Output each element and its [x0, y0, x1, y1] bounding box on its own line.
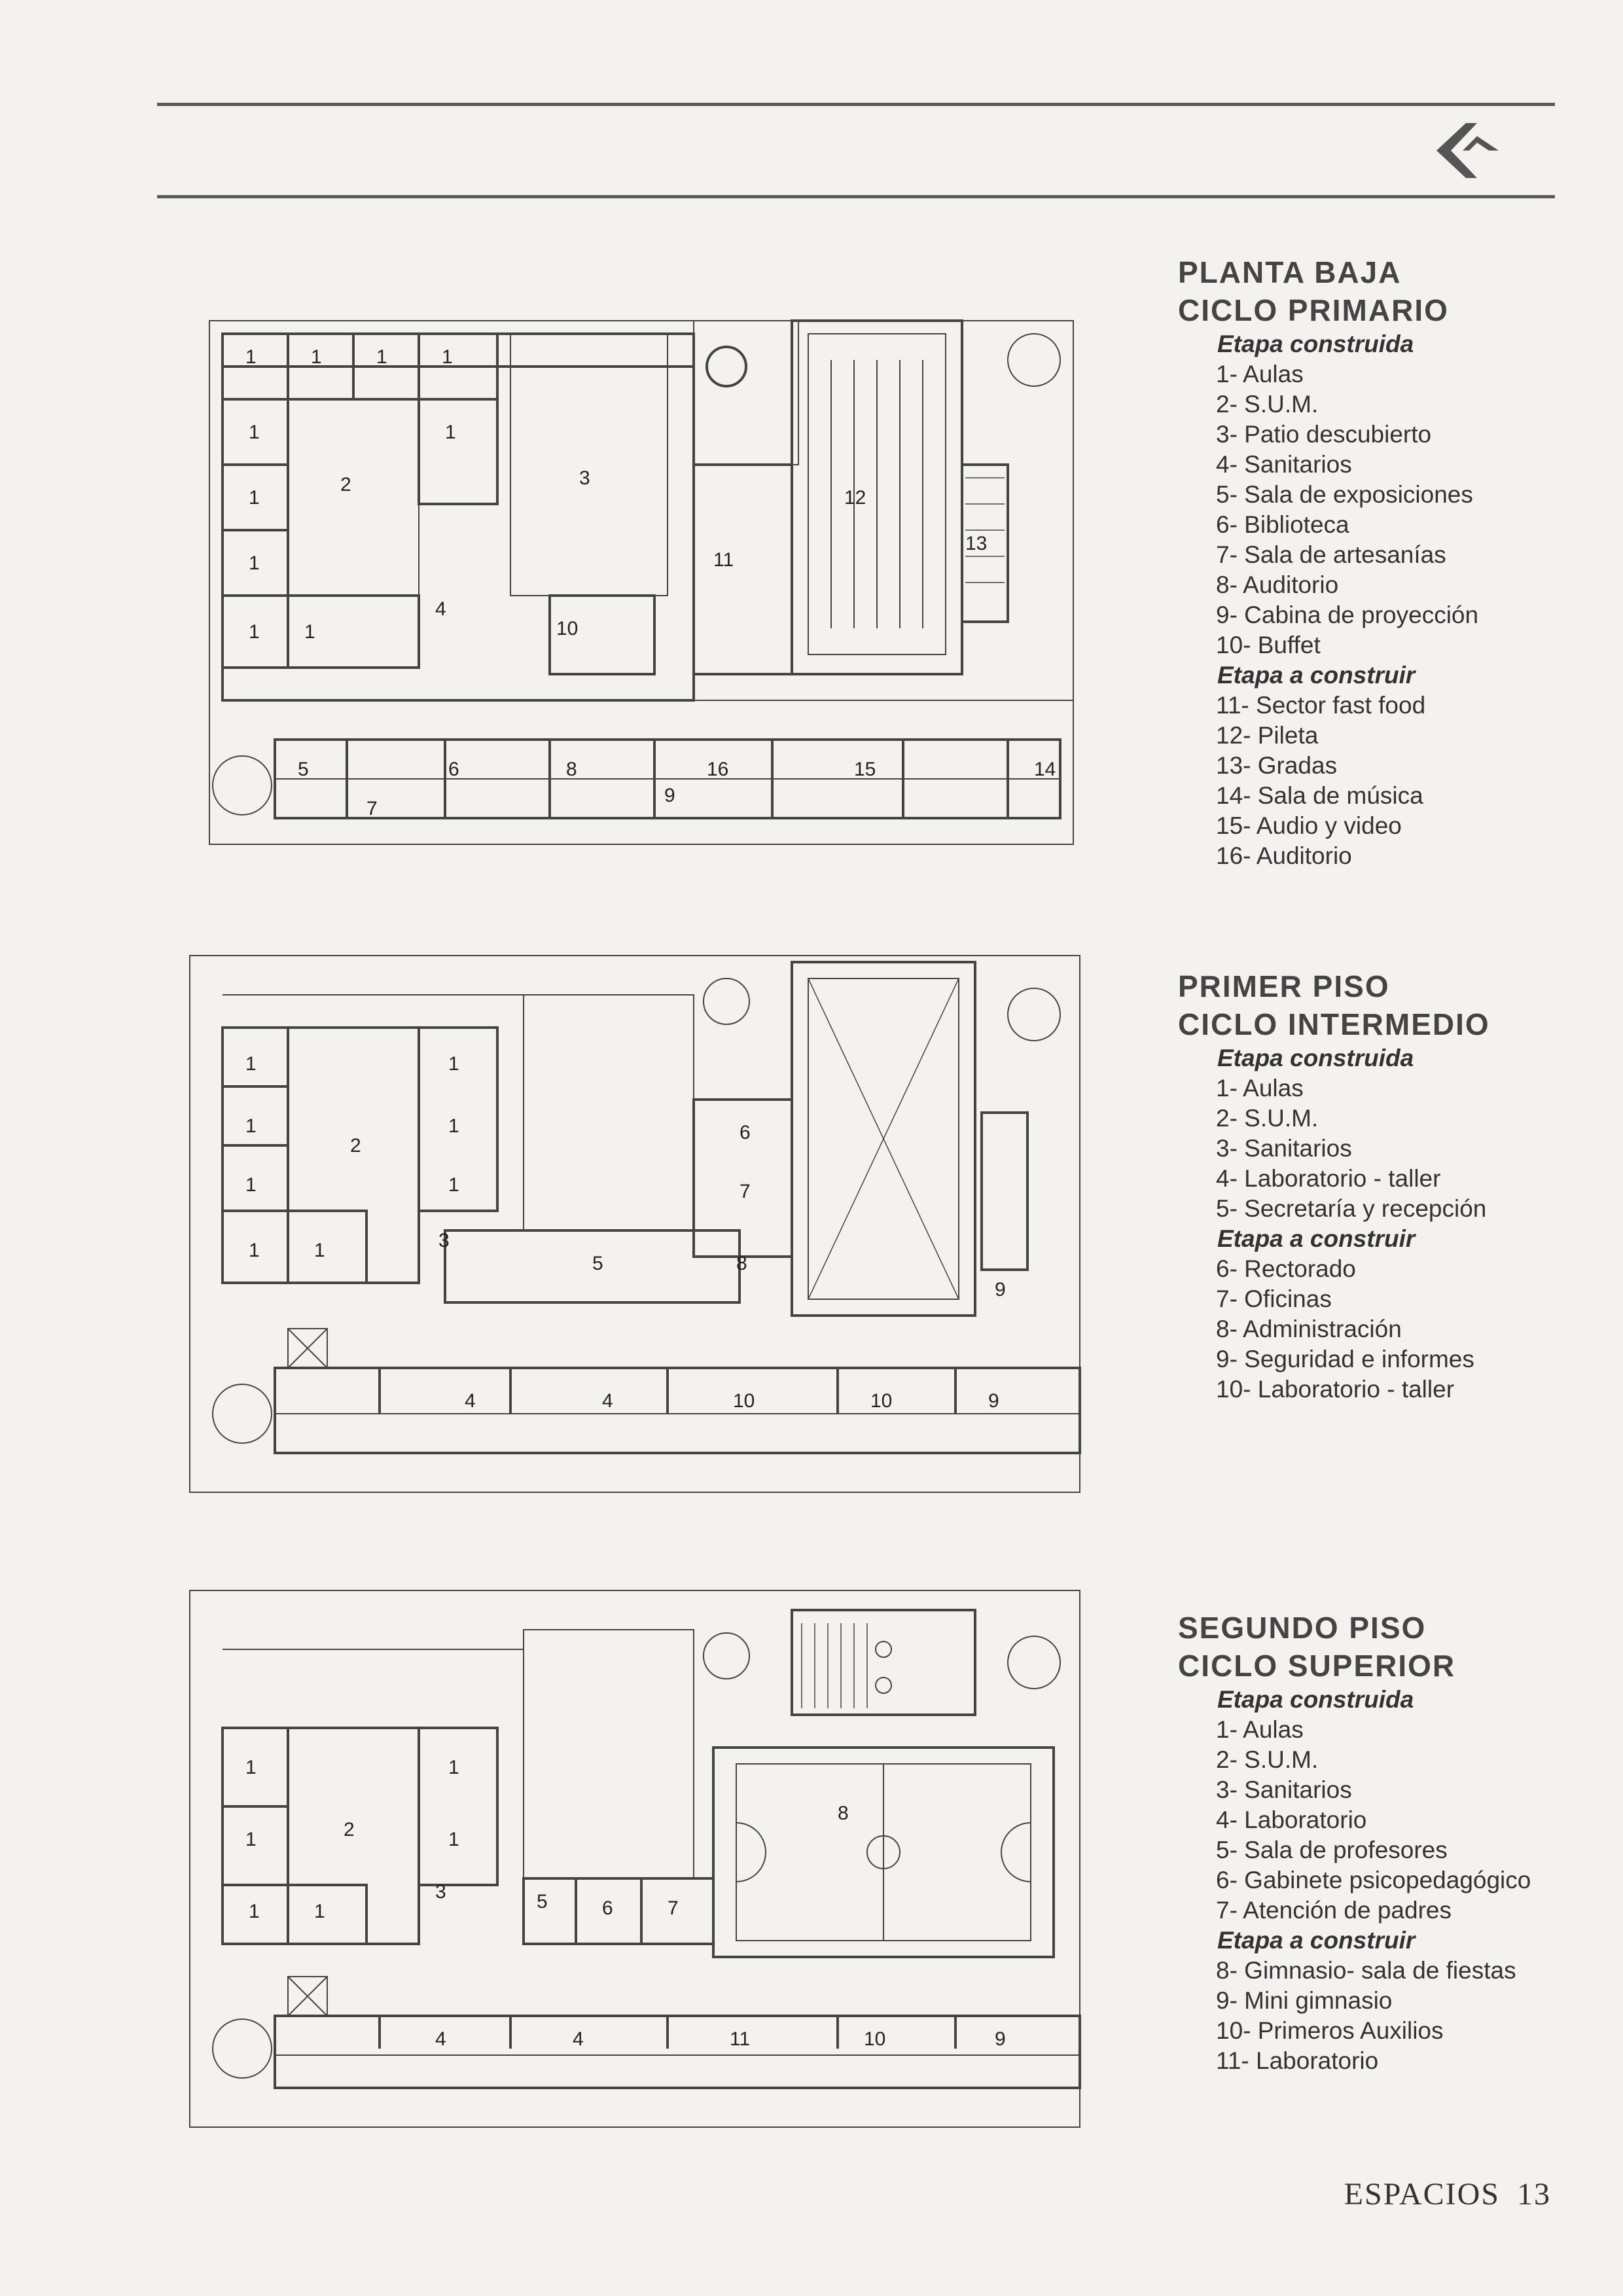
svg-text:5: 5: [537, 1891, 548, 1912]
legend-item: 10- Primeros Auxilios: [1216, 2017, 1444, 2044]
svg-text:8: 8: [838, 1803, 849, 1824]
legend-item: 5- Sala de exposiciones: [1216, 481, 1473, 508]
legend-item: 9- Mini gimnasio: [1216, 1987, 1393, 2014]
svg-text:5: 5: [592, 1253, 603, 1274]
legend-item: 3- Patio descubierto: [1216, 421, 1432, 448]
svg-text:1: 1: [304, 621, 315, 643]
svg-text:4: 4: [465, 1390, 476, 1412]
svg-text:9: 9: [995, 2028, 1006, 2050]
svg-text:1: 1: [249, 1240, 260, 1261]
legend-item: 1- Aulas: [1216, 1716, 1304, 1743]
svg-text:7: 7: [366, 798, 378, 819]
svg-text:1: 1: [376, 346, 387, 368]
svg-text:6: 6: [448, 759, 459, 780]
legend-item: 15- Audio y video: [1216, 812, 1402, 839]
legend-item: 5- Secretaría y recepción: [1216, 1195, 1487, 1222]
legend-second: [1178, 1609, 1584, 2076]
legend-item: 10- Buffet: [1216, 632, 1321, 658]
svg-text:10: 10: [733, 1390, 755, 1412]
legend-item: 8- Gimnasio- sala de fiestas: [1216, 1957, 1516, 1984]
svg-text:1: 1: [314, 1240, 325, 1261]
legend-item: 11- Sector fast food: [1216, 692, 1426, 719]
svg-text:9: 9: [988, 1390, 999, 1412]
svg-text:7: 7: [668, 1897, 679, 1919]
stage-built-label: Etapa construida: [1217, 1686, 1414, 1713]
svg-text:15: 15: [854, 759, 876, 780]
legend-item: 9- Cabina de proyección: [1216, 601, 1479, 628]
svg-text:1: 1: [245, 1829, 257, 1850]
legend-item: 1- Aulas: [1216, 361, 1304, 387]
legend-item: 1- Aulas: [1216, 1075, 1304, 1102]
svg-text:6: 6: [740, 1122, 751, 1143]
section-subtitle: CICLO SUPERIOR: [1178, 1649, 1456, 1683]
svg-text:9: 9: [995, 1279, 1006, 1300]
stage-future-label: Etapa a construir: [1217, 1225, 1416, 1252]
svg-text:4: 4: [602, 1390, 613, 1412]
svg-text:1: 1: [249, 1901, 260, 1922]
svg-text:1: 1: [314, 1901, 325, 1922]
legend-item: 10- Laboratorio - taller: [1216, 1376, 1455, 1403]
svg-text:1: 1: [445, 422, 456, 443]
legend-item: 4- Laboratorio: [1216, 1806, 1367, 1833]
section-subtitle: CICLO PRIMARIO: [1178, 293, 1449, 327]
svg-text:3: 3: [438, 1230, 450, 1251]
svg-text:5: 5: [298, 759, 309, 780]
section-subtitle: CICLO INTERMEDIO: [1178, 1007, 1490, 1041]
legend-item: 11- Laboratorio: [1216, 2047, 1379, 2074]
svg-text:11: 11: [713, 549, 734, 571]
stage-built-label: Etapa construida: [1217, 1045, 1414, 1071]
legend-item: 2- S.U.M.: [1216, 1105, 1319, 1132]
svg-text:1: 1: [311, 346, 322, 368]
svg-text:1: 1: [245, 1174, 257, 1196]
svg-text:1: 1: [249, 487, 260, 509]
svg-text:1: 1: [245, 346, 257, 368]
svg-text:13: 13: [965, 533, 988, 554]
svg-text:1: 1: [245, 1115, 257, 1137]
legend-item: 7- Sala de artesanías: [1216, 541, 1446, 568]
section-title: PLANTA BAJA: [1178, 255, 1402, 289]
legend-item: 3- Sanitarios: [1216, 1776, 1352, 1803]
legend-item: 4- Sanitarios: [1216, 451, 1352, 478]
floor-plan-first: [183, 942, 1086, 1505]
legend-item: 7- Atención de padres: [1216, 1897, 1452, 1924]
svg-text:4: 4: [435, 598, 446, 620]
svg-text:8: 8: [566, 759, 577, 780]
stage-future-label: Etapa a construir: [1217, 1927, 1416, 1954]
legend-item: 14- Sala de música: [1216, 782, 1423, 809]
stage-built-label: Etapa construida: [1217, 331, 1414, 357]
legend-ground: [1178, 253, 1584, 871]
svg-text:1: 1: [448, 1115, 459, 1137]
svg-text:16: 16: [707, 759, 729, 780]
svg-text:4: 4: [573, 2028, 584, 2050]
svg-text:1: 1: [249, 621, 260, 643]
legend-item: 12- Pileta: [1216, 722, 1319, 749]
legend-item: 8- Administración: [1216, 1316, 1402, 1342]
svg-text:6: 6: [602, 1897, 613, 1919]
svg-text:10: 10: [870, 1390, 893, 1412]
svg-text:1: 1: [442, 346, 453, 368]
second-rule: [157, 195, 1555, 198]
svg-text:11: 11: [730, 2028, 751, 2050]
legend-item: 9- Seguridad e informes: [1216, 1346, 1474, 1372]
svg-text:10: 10: [556, 618, 579, 639]
svg-text:3: 3: [435, 1881, 446, 1903]
svg-text:10: 10: [864, 2028, 886, 2050]
svg-text:1: 1: [249, 552, 260, 574]
legend-first: [1178, 967, 1584, 1405]
svg-text:9: 9: [664, 785, 675, 806]
svg-text:2: 2: [344, 1819, 355, 1840]
svg-text:1: 1: [245, 1757, 257, 1778]
legend-item: 8- Auditorio: [1216, 571, 1339, 598]
svg-text:14: 14: [1034, 759, 1056, 780]
svg-text:1: 1: [249, 422, 260, 443]
legend-item: 4- Laboratorio - taller: [1216, 1165, 1441, 1192]
stage-future-label: Etapa a construir: [1217, 662, 1416, 689]
page-footer: [1327, 2176, 1551, 2212]
legend-item: 7- Oficinas: [1216, 1285, 1332, 1312]
svg-text:1: 1: [245, 1053, 257, 1075]
legend-item: 2- S.U.M.: [1216, 1746, 1319, 1773]
svg-text:1: 1: [448, 1829, 459, 1850]
top-rule: [157, 103, 1555, 106]
section-title: SEGUNDO PISO: [1178, 1611, 1427, 1645]
svg-text:3: 3: [579, 467, 590, 489]
legend-item: 6- Gabinete psicopedagógico: [1216, 1867, 1531, 1893]
magazine-name: ESPACIOS: [1344, 2177, 1500, 2212]
legend-item: 2- S.U.M.: [1216, 391, 1319, 418]
svg-text:1: 1: [448, 1053, 459, 1075]
svg-text:12: 12: [844, 487, 866, 509]
svg-text:2: 2: [350, 1135, 361, 1157]
legend-item: 6- Biblioteca: [1216, 511, 1349, 538]
svg-text:2: 2: [340, 474, 351, 495]
legend-item: 5- Sala de profesores: [1216, 1837, 1448, 1863]
page-number: 13: [1517, 2177, 1551, 2212]
svg-text:1: 1: [448, 1757, 459, 1778]
svg-text:1: 1: [448, 1174, 459, 1196]
floor-plan-ground: [183, 308, 1086, 884]
svg-text:4: 4: [435, 2028, 446, 2050]
svg-text:8: 8: [736, 1253, 747, 1274]
legend-item: 3- Sanitarios: [1216, 1135, 1352, 1162]
section-title: PRIMER PISO: [1178, 969, 1390, 1003]
legend-item: 16- Auditorio: [1216, 842, 1352, 869]
svg-text:7: 7: [740, 1181, 751, 1202]
floor-plan-second: [183, 1577, 1086, 2140]
legend-item: 6- Rectorado: [1216, 1255, 1356, 1282]
magazine-logo-icon: [1436, 118, 1502, 183]
legend-item: 13- Gradas: [1216, 752, 1338, 779]
